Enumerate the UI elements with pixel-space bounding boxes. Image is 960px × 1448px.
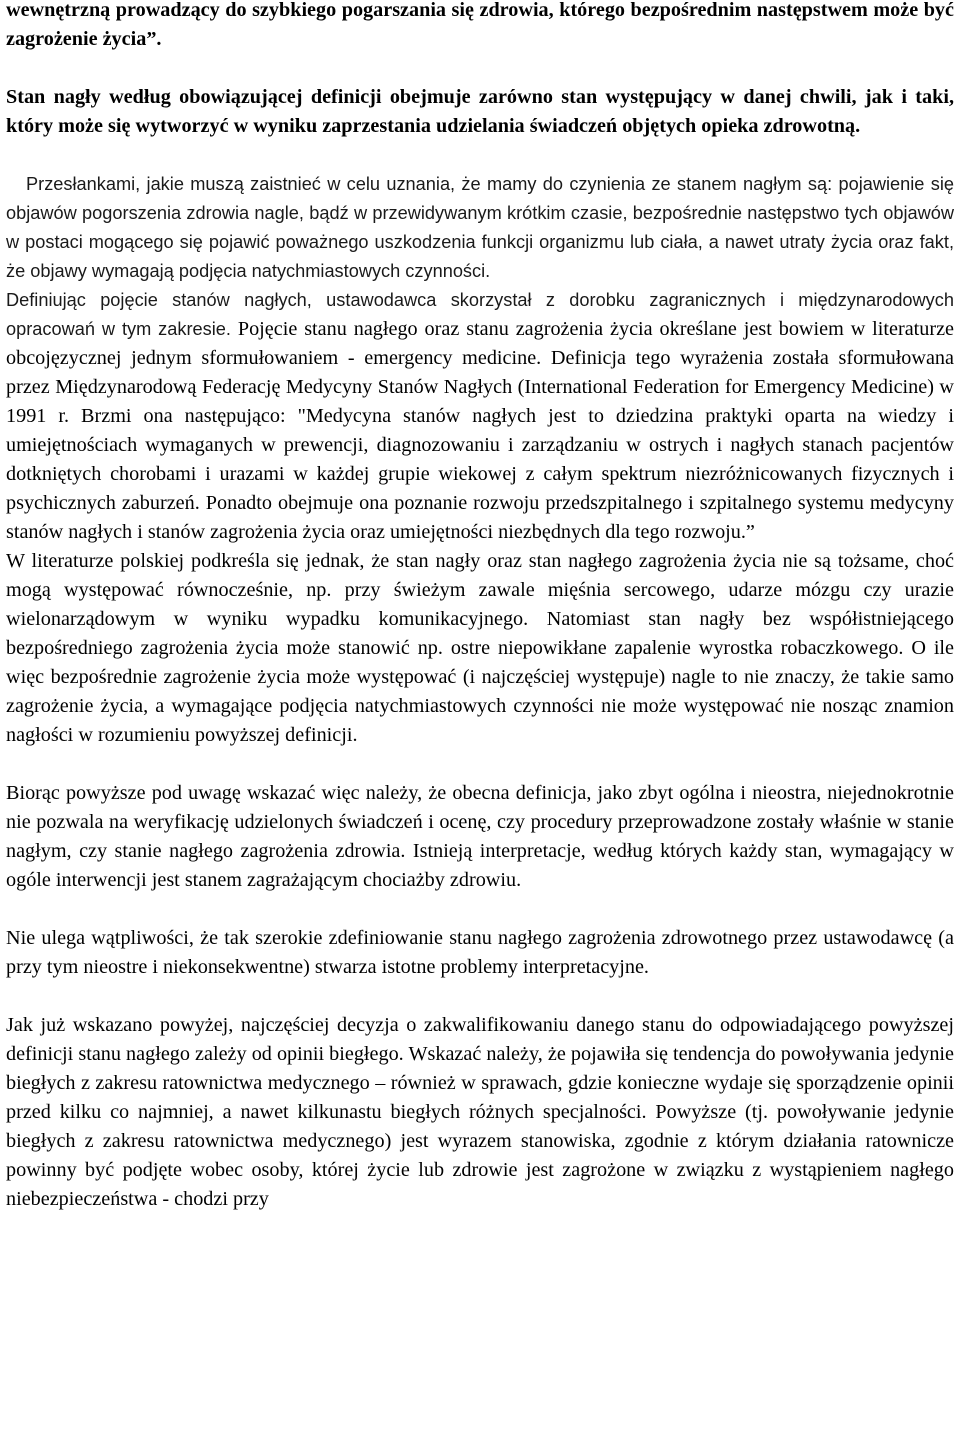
paragraph-defining-sans: Definiując pojęcie stanów nagłych, ustawodawca skorzystał z dorobku zagranicznych i międzynarodowych opracowań w tym zakresie. [6,290,954,339]
document-page [6,0,954,1214]
paragraph-polish-literature: W literaturze polskiej podkreśla się jednak, że stan nagły oraz stan nagłego zagrożenia życia nie są tożsame, choć mogą występować równocześnie, np. przy świeżym zawale mięśnia sercowego, udarze mózgu czy urazie wielonarządowym w wyniku wypadku komunikacyjnego. Natomiast stan nagły bez współistniejącego bezpośredniego zagrożenia życia może stanowić np. ostre niepowikłane zapalenie wyrostka robaczkowego. O ile więc bezpośrednie zagrożenie życia może występować (i najczęściej występuje) nagle to nie znaczy, że takie samo zagrożenie życia, a wymagające podjęcia natychmiastowych czynności nie może występować nie nosząc znamion nagłości w rozumieniu powyższej definicji. [6,550,954,746]
paragraph-doubt: Nie ulega wątpliwości, że tak szerokie zdefiniowanie stanu nagłego zagrożenia zdrowotnego przez ustawodawcę (a przy tym nieostre i niekonsekwentne) stwarza istotne problemy interpretacyjne. [6,927,954,978]
paragraph-considering: Biorąc powyższe pod uwagę wskazać więc należy, że obecna definicja, jako zbyt ogólna i nieostra, niejednokrotnie nie pozwala na weryfikację udzielonych świadczeń i ocenę, czy procedury przeprowadzone zostały właśnie w stanie nagłym, czy stanie nagłego zagrożenia zdrowia. Istnieją interpretacje, według których każdy stan, wymagający w ogóle interwencji jest stanem zagrażającym chociażby zdrowiu. [6,782,954,891]
paragraph-experts: Jak już wskazano powyżej, najczęściej decyzja o zakwalifikowaniu danego stanu do odpowiadającego powyższej definicji stanu nagłego zależy od opinii biegłego. Wskazać należy, że pojawiła się tendencja do powoływania jedynie biegłych z zakresu ratownictwa medycznego – również w sprawach, gdzie konieczne wydaje się sporządzenie opinii przed kilku co najmniej, a nawet kilkunastu biegłych różnych specjalności. Powyższe (tj. powoływanie jedynie biegłych z zakresu ratownictwa medycznego) jest wyrazem stanowiska, zgodnie z którym działania ratownicze powinny być podjęte wobec osoby, której życie lub zdrowie jest zagrożone w związku z wystąpieniem nagłego niebezpieczeństwa - chodzi przy [6,1014,954,1210]
paragraph-defining-serif: Pojęcie stanu nagłego oraz stanu zagrożenia życia określane jest bowiem w literaturze obcojęzycznej jednym sformułowaniem - emergency medicine. Definicja tego wyrażenia została sformułowana przez Międzynarodową Federację Medycyny Stanów Nagłych (International Federation for Emergency Medicine) w 1991 r. Brzmi ona następująco: "Medycyna stanów nagłych jest to dziedzina praktyki oparta na wiedzy i umiejętnościach wymaganych w prewencji, diagnozowaniu i zarządzaniu w ostrych i nagłych stanach pacjentów dotkniętych chorobami i urazami w każdej grupie wiekowej z całym spektrum niezróżnicowanych fizycznych i psychicznych zaburzeń. Ponadto obejmuje ona poznanie rozwoju przedszpitalnego i szpitalnego systemu medycyny stanów nagłych i stanów zagrożenia życia oraz umiejętności niezbędnych dla tego rozwoju.” [6,318,954,543]
paragraph-premises: Przesłankami, jakie muszą zaistnieć w celu uznania, że mamy do czynienia ze stanem nagłym są: pojawienie się objawów pogorszenia zdrowia nagle, bądź w przewidywanym krótkim czasie, bezpośrednie następstwo tych objawów w postaci mogącego się pojawić poważnego uszkodzenia funkcji organizmu lub ciała, a nawet utraty życia oraz fakt, że objawy wymagają podjęcia natychmiastowych czynności. [6,174,954,281]
paragraph-definition: Stan nagły według obowiązującej definicji obejmuje zarówno stan występujący w danej chwili, jak i taki, który może się wytworzyć w wyniku zaprzestania udzielania świadczeń objętych opieka zdrowotną. [6,86,954,137]
paragraph-defining [6,286,954,547]
paragraph-intro: wewnętrzną prowadzący do szybkiego pogarszania się zdrowia, którego bezpośrednim następstwem może być zagrożenie życia”. [6,0,954,50]
